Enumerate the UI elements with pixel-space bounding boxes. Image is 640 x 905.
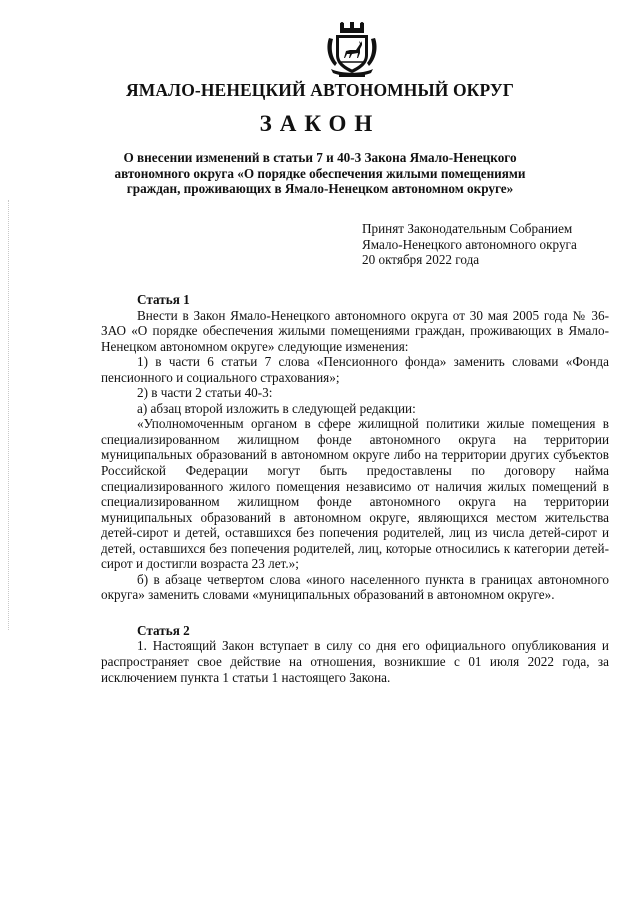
adoption-line: Принят Законодательным Собранием — [362, 221, 573, 236]
article-1-paragraph: Внести в Закон Ямало-Ненецкого автономного округа от 30 мая 2005 года № 36-ЗАО «О порядке обеспечения жилыми помещениями граждан, проживающих в Ямало-Ненецком автономном округе» следующие изменения: — [101, 307, 609, 354]
article-1-paragraph: б) в абзаце четвертом слова «иного населенного пункта в границах автономного округа» заменить словами «муниципальных образований в автономном округе». — [101, 571, 609, 603]
law-title-line: граждан, проживающих в Ямало-Ненецком автономном округе» — [126, 181, 514, 196]
article-1-paragraph: 1) в части 6 статьи 7 слова «Пенсионного фонда» заменить словами «Фонда пенсионного и социального страхования»; — [101, 354, 609, 385]
adoption-date: 20 октября 2022 года — [362, 252, 480, 268]
article-spacer — [101, 603, 609, 623]
article-1-paragraph: «Уполномоченным органом в сфере жилищной политики жилые помещения в специализированном жилищном фонде автономного округа на территории муниципальных образований в автономном округе либо на территории других субъектов Российской Федерации могут быть предоставлены по договору найма специализированного жилого помещения независимо от наличия жилых помещений в специализированном жилищном фонде автономного округа на территории муниципальных образований в автономном округе, являющихся местом жительства детей-сирот и детей, оставшихся без попечения родителей, лиц из числа детей-сирот и детей, оставшихся без попечения родителей, лиц, которые относились к категории детей-сирот и достигли возраста 23 лет.»; — [101, 416, 609, 572]
coat-of-arms-emblem — [325, 22, 379, 78]
article-2-paragraph: 1. Настоящий Закон вступает в силу со дня его официального опубликования и распространяет свое действие на отношения, возникшие с 01 июля 2022 года, за исключением пункта 1 статьи 1 настоящего Закона. — [101, 638, 609, 685]
law-title-line: О внесении изменений в статьи 7 и 40-3 Закона Ямало-Ненецкого — [123, 150, 517, 165]
law-title-line: автономного округа «О порядке обеспечения жилыми помещениями — [114, 165, 526, 181]
scan-margin-marks — [8, 200, 10, 630]
document-type: ЗАКОН — [259, 111, 381, 136]
adoption-line: Ямало-Ненецкого автономного округа — [362, 236, 577, 252]
article-1-paragraph: 2) в части 2 статьи 40-3: — [137, 385, 273, 401]
region-name: ЯМАЛО-НЕНЕЦКИЙ АВТОНОМНЫЙ ОКРУГ — [125, 80, 515, 100]
law-title — [110, 150, 530, 197]
adoption-note — [362, 221, 577, 268]
article-1-heading: Статья 1 — [137, 292, 190, 307]
article-2-heading: Статья 2 — [137, 622, 190, 638]
article-1-paragraph: а) абзац второй изложить в следующей редакции: — [137, 400, 416, 416]
law-body — [101, 292, 609, 685]
